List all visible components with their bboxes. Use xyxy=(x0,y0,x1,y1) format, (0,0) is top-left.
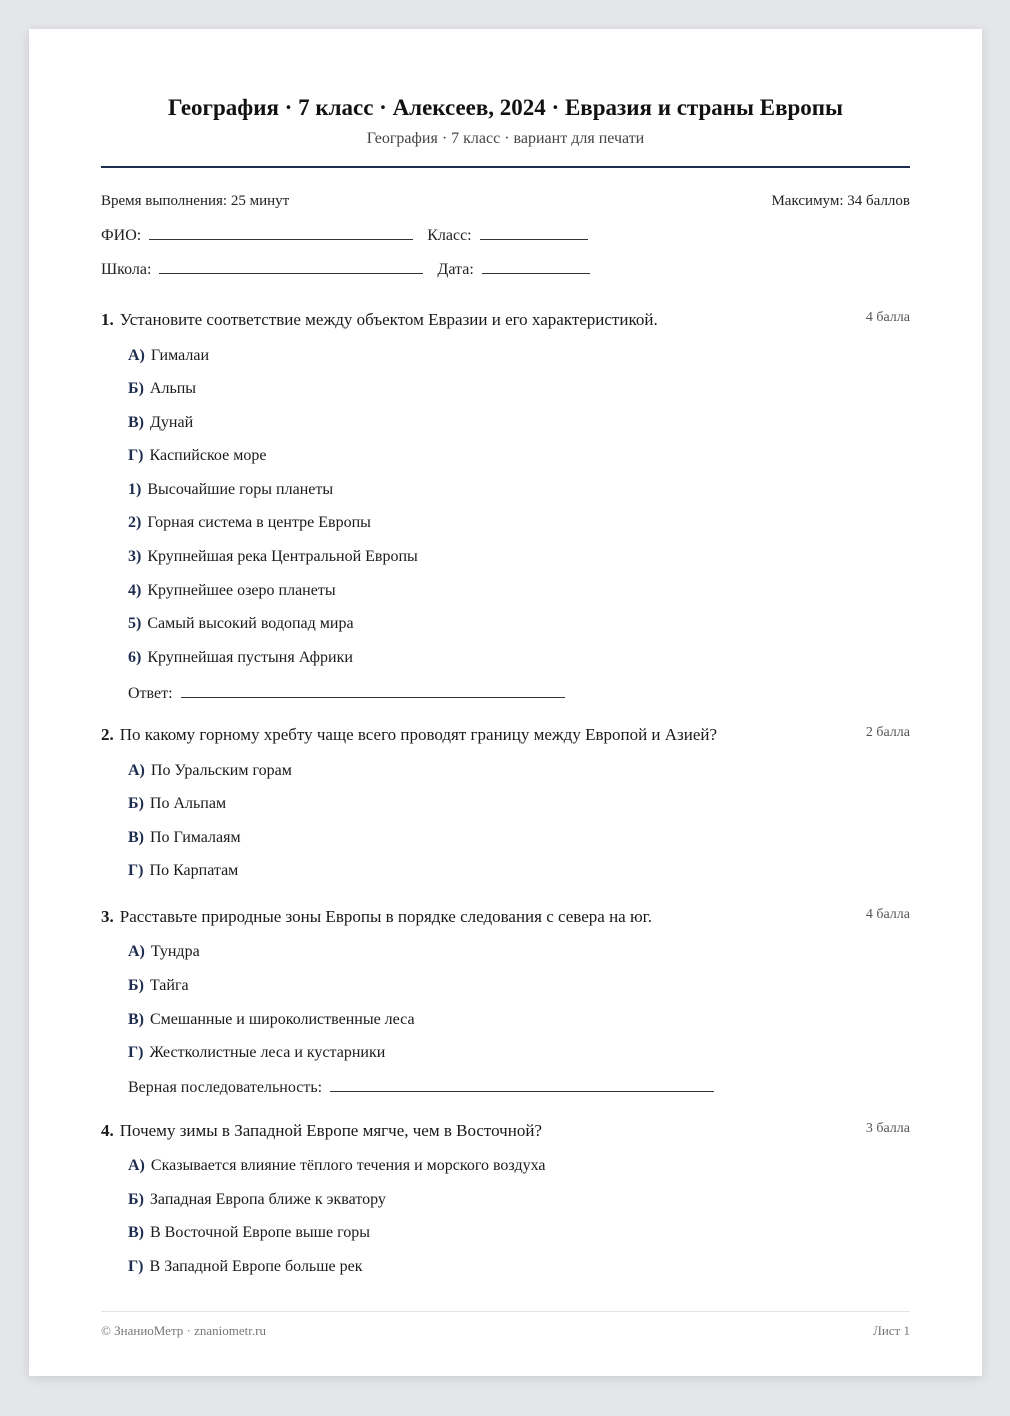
option-item: А) По Уральским горам xyxy=(128,762,292,779)
option-item: Б) Альпы xyxy=(128,380,197,397)
fio-input-line[interactable] xyxy=(149,225,413,240)
school-date-row xyxy=(101,259,590,279)
answer-input-line[interactable] xyxy=(181,683,565,698)
question-number: 2. xyxy=(101,725,114,744)
option-item: Б) Западная Европа ближе к экватору xyxy=(128,1191,386,1208)
question-3 xyxy=(101,907,910,927)
question-number: 1. xyxy=(101,310,114,329)
option-item: Г) Жестколистные леса и кустарники xyxy=(128,1044,386,1061)
option-item: Г) В Западной Европе больше рек xyxy=(128,1258,363,1275)
sequence-answer-row xyxy=(128,1077,714,1097)
option-item: А) Гималаи xyxy=(128,347,209,364)
max-score: Максимум: 34 баллов xyxy=(771,193,910,209)
time-limit: Время выполнения: 25 минут xyxy=(101,193,290,209)
option-item: А) Сказывается влияние тёплого течения и морского воздуха xyxy=(128,1157,546,1174)
option-item: 4) Крупнейшее озеро планеты xyxy=(128,582,336,599)
footer-copyright: © ЗнаниоМетр · znaniometr.ru xyxy=(101,1323,266,1338)
question-number: 4. xyxy=(101,1121,114,1140)
answer-row xyxy=(128,683,565,703)
sequence-input-line[interactable] xyxy=(330,1077,714,1092)
question-2 xyxy=(101,725,910,745)
question-text: Расставьте природные зоны Европы в порядке следования с севера на юг. xyxy=(119,907,652,926)
class-input-line[interactable] xyxy=(480,225,588,240)
question-points: 2 балла xyxy=(865,725,910,740)
fio-label: ФИО: xyxy=(101,227,142,244)
footer-divider xyxy=(101,1311,910,1312)
date-input-line[interactable] xyxy=(482,259,590,274)
page-title: География · 7 класс · Алексеев, 2024 · Евразия и страны Европы xyxy=(167,95,844,120)
option-item: Б) По Альпам xyxy=(128,795,227,812)
option-item: 2) Горная система в центре Европы xyxy=(128,514,371,531)
header-divider xyxy=(101,166,910,168)
answer-label: Ответ: xyxy=(128,685,173,702)
question-number: 3. xyxy=(101,907,114,926)
option-item: В) Смешанные и широколиственные леса xyxy=(128,1011,415,1028)
option-item: Г) Каспийское море xyxy=(128,447,267,464)
question-1 xyxy=(101,310,910,330)
fio-class-row xyxy=(101,225,588,245)
question-points: 3 балла xyxy=(865,1121,910,1136)
option-item: 6) Крупнейшая пустыня Африки xyxy=(128,649,353,666)
option-item: А) Тундра xyxy=(128,943,200,960)
school-input-line[interactable] xyxy=(159,259,423,274)
footer-page-number: Лист 1 xyxy=(873,1323,910,1338)
sequence-label: Верная последовательность: xyxy=(128,1079,323,1096)
option-item: В) В Восточной Европе выше горы xyxy=(128,1224,371,1241)
option-item: 3) Крупнейшая река Центральной Европы xyxy=(128,548,418,565)
school-label: Школа: xyxy=(101,261,152,278)
question-text: Почему зимы в Западной Европе мягче, чем в Восточной? xyxy=(119,1121,542,1140)
question-text: По какому горному хребту чаще всего проводят границу между Европой и Азией? xyxy=(119,725,718,744)
question-4 xyxy=(101,1121,910,1141)
date-label: Дата: xyxy=(437,261,474,278)
option-item: 5) Самый высокий водопад мира xyxy=(128,615,354,632)
option-item: 1) Высочайшие горы планеты xyxy=(128,481,334,498)
class-label: Класс: xyxy=(427,227,472,244)
option-item: Г) По Карпатам xyxy=(128,862,239,879)
option-item: В) По Гималаям xyxy=(128,829,241,846)
option-item: В) Дунай xyxy=(128,414,194,431)
question-points: 4 балла xyxy=(865,310,910,325)
question-text: Установите соответствие между объектом Евразии и его характеристикой. xyxy=(119,310,658,329)
option-item: Б) Тайга xyxy=(128,977,189,994)
page-subtitle: География · 7 класс · вариант для печати xyxy=(366,130,645,147)
question-points: 4 балла xyxy=(865,907,910,922)
worksheet-page xyxy=(29,29,982,1376)
